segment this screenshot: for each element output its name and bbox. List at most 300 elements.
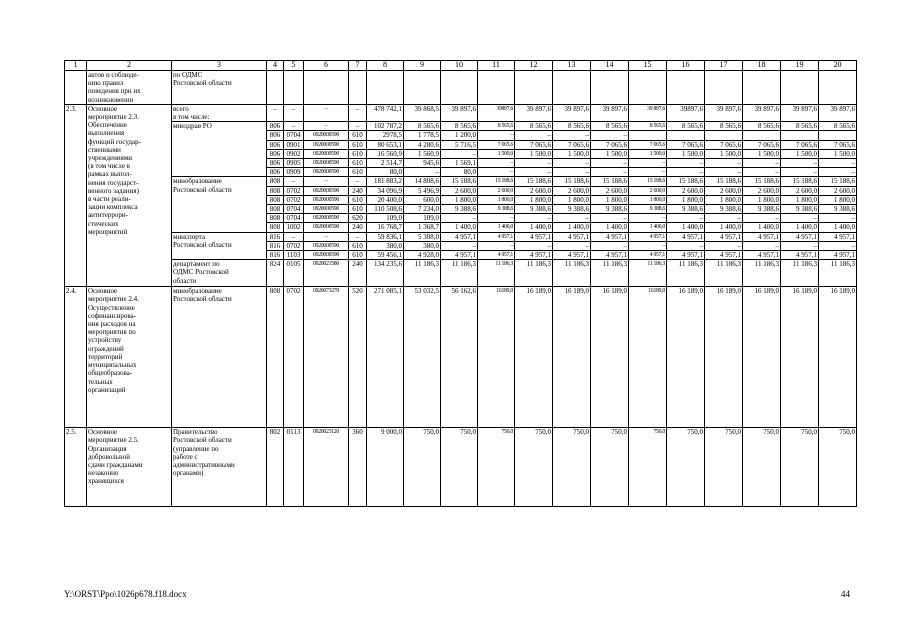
empty-cell bbox=[553, 71, 591, 105]
row-number: 2.4. bbox=[65, 287, 87, 428]
amount-col-8: 2 514,7 bbox=[367, 159, 404, 168]
grbs-code: 806 bbox=[267, 122, 284, 131]
amount-col-17: – bbox=[705, 241, 743, 250]
amount-col-9: 39 868,5 bbox=[404, 104, 441, 121]
amount-col-10: 11 186,3 bbox=[441, 260, 478, 287]
amount-col-11: 1 500,0 bbox=[478, 149, 515, 158]
amount-col-14: 9 388,6 bbox=[591, 205, 629, 214]
empty-cell bbox=[515, 71, 553, 105]
amount-col-8: 102 787,2 bbox=[367, 122, 404, 131]
amount-col-19: 1 400,0 bbox=[781, 223, 819, 232]
amount-col-12: 2 600,0 bbox=[515, 186, 553, 195]
amount-col-18: – bbox=[743, 159, 781, 168]
csr-code: 0920000590 bbox=[304, 131, 349, 140]
budget-table bbox=[64, 60, 857, 507]
amount-col-18: – bbox=[743, 241, 781, 250]
amount-col-18: 1 500,0 bbox=[743, 149, 781, 158]
grbs-code: 824 bbox=[267, 260, 284, 287]
amount-col-12: 11 186,3 bbox=[515, 260, 553, 287]
rzpr-code: 0909 bbox=[284, 168, 304, 177]
table-row bbox=[65, 428, 857, 507]
vr-code: 610 bbox=[349, 159, 367, 168]
amount-col-16: 1 400,0 bbox=[667, 223, 705, 232]
row-number: 2.5. bbox=[65, 428, 87, 507]
measure-name: Основное мероприятие 2.3. Обеспечение выполнения функций государ- ственными учреждениями (в том числе в рамках выпол- нения государст- венного задания) в части реали- зации комплекса антитеррори- стических мероприятий bbox=[87, 104, 172, 286]
amount-col-20: 750,0 bbox=[819, 428, 857, 507]
amount-col-10: 4 957,1 bbox=[441, 232, 478, 241]
measure-name: актов и соблюде- нию правил поведения при их возникновении bbox=[87, 71, 172, 105]
amount-col-8: 271 085,1 bbox=[367, 287, 404, 428]
grbs-code: 806 bbox=[267, 159, 284, 168]
amount-col-20: 39 897,6 bbox=[819, 104, 857, 121]
amount-col-20: 7 065,6 bbox=[819, 140, 857, 149]
rzpr-code: 0704 bbox=[284, 131, 304, 140]
amount-col-11: – bbox=[478, 214, 515, 223]
amount-col-12: – bbox=[515, 214, 553, 223]
amount-col-18: 2 600,0 bbox=[743, 186, 781, 195]
amount-col-19: 1 800,0 bbox=[781, 195, 819, 204]
vr-code: 610 bbox=[349, 168, 367, 177]
column-number-18: 18 bbox=[743, 61, 781, 71]
amount-col-13: 4 957,1 bbox=[553, 251, 591, 260]
amount-col-9: 7 234,0 bbox=[404, 205, 441, 214]
amount-col-16: – bbox=[667, 168, 705, 177]
amount-col-8: 2978,5 bbox=[367, 131, 404, 140]
executor: минобразование Ростовской области bbox=[172, 177, 267, 232]
amount-col-13: – bbox=[553, 241, 591, 250]
amount-col-13: 7 065,6 bbox=[553, 140, 591, 149]
amount-col-8: 380,0 bbox=[367, 241, 404, 250]
amount-col-8: 478 742,1 bbox=[367, 104, 404, 121]
amount-col-12: 4 957,1 bbox=[515, 251, 553, 260]
amount-col-16: 39897,6 bbox=[667, 104, 705, 121]
table-row bbox=[65, 260, 857, 287]
rzpr-code: 0105 bbox=[284, 260, 304, 287]
amount-col-19: 1 500,0 bbox=[781, 149, 819, 158]
amount-col-17: 8 565,6 bbox=[705, 122, 743, 131]
amount-col-10: 1 400,0 bbox=[441, 223, 478, 232]
csr-code: 0920023120 bbox=[304, 428, 349, 507]
amount-col-12: 1 800,0 bbox=[515, 195, 553, 204]
table-row bbox=[65, 287, 857, 428]
amount-col-8: 59 836,1 bbox=[367, 232, 404, 241]
empty-cell bbox=[629, 71, 667, 105]
amount-col-12: 9 388,6 bbox=[515, 205, 553, 214]
vr-code: – bbox=[349, 104, 367, 121]
amount-col-13: 9 388,6 bbox=[553, 205, 591, 214]
amount-col-19: – bbox=[781, 159, 819, 168]
amount-col-16: – bbox=[667, 241, 705, 250]
amount-col-12: 15 188,6 bbox=[515, 177, 553, 186]
vr-code: 240 bbox=[349, 186, 367, 195]
column-number-4: 4 bbox=[267, 61, 284, 71]
amount-col-10: 1 200,0 bbox=[441, 131, 478, 140]
footer-file-path: Y:\ORST\Ppo\1026p678.f18.docx bbox=[64, 589, 187, 599]
csr-code: 0920000590 bbox=[304, 168, 349, 177]
amount-col-12: 7 065,6 bbox=[515, 140, 553, 149]
empty-cell bbox=[284, 71, 304, 105]
amount-col-18: 16 189,0 bbox=[743, 287, 781, 428]
column-number-11: 11 bbox=[478, 61, 515, 71]
amount-col-13: 15 188,6 bbox=[553, 177, 591, 186]
amount-col-11: 1 400,0 bbox=[478, 223, 515, 232]
amount-col-17: 7 065,6 bbox=[705, 140, 743, 149]
empty-cell bbox=[819, 71, 857, 105]
amount-col-8: 109,0 bbox=[367, 214, 404, 223]
amount-col-14: 16 189,0 bbox=[591, 287, 629, 428]
amount-col-14: 2 600,0 bbox=[591, 186, 629, 195]
measure-name: Основное мероприятие 2.5. Организация добровольной сдачи гражданами незаконно хранящихся bbox=[87, 428, 172, 507]
amount-col-15: 1 400,0 bbox=[629, 223, 667, 232]
column-number-19: 19 bbox=[781, 61, 819, 71]
amount-col-8: 20 400,0 bbox=[367, 195, 404, 204]
amount-col-20: – bbox=[819, 241, 857, 250]
amount-col-13: 1 800,0 bbox=[553, 195, 591, 204]
amount-col-20: – bbox=[819, 214, 857, 223]
amount-col-15: – bbox=[629, 214, 667, 223]
amount-col-19: 4 957,1 bbox=[781, 251, 819, 260]
csr-code: 0920000590 bbox=[304, 241, 349, 250]
amount-col-17: 1 800,0 bbox=[705, 195, 743, 204]
amount-col-8: 34 096,9 bbox=[367, 186, 404, 195]
amount-col-9: 109,0 bbox=[404, 214, 441, 223]
vr-code: – bbox=[349, 177, 367, 186]
amount-col-15: – bbox=[629, 168, 667, 177]
empty-cell bbox=[349, 71, 367, 105]
amount-col-10: 39 897,6 bbox=[441, 104, 478, 121]
amount-col-9: 4 280,6 bbox=[404, 140, 441, 149]
amount-col-16: 1 800,0 bbox=[667, 195, 705, 204]
amount-col-20: 9 388,6 bbox=[819, 205, 857, 214]
rzpr-code: 0901 bbox=[284, 140, 304, 149]
amount-col-17: 750,0 bbox=[705, 428, 743, 507]
amount-col-16: 7 065,6 bbox=[667, 140, 705, 149]
grbs-code: 816 bbox=[267, 232, 284, 241]
column-number-20: 20 bbox=[819, 61, 857, 71]
column-number-1: 1 bbox=[65, 61, 87, 71]
column-number-3: 3 bbox=[172, 61, 267, 71]
csr-code: 0920000590 bbox=[304, 223, 349, 232]
vr-code: – bbox=[349, 122, 367, 131]
amount-col-9: 750,0 bbox=[404, 428, 441, 507]
grbs-code: 816 bbox=[267, 251, 284, 260]
rzpr-code: 0905 bbox=[284, 159, 304, 168]
amount-col-12: 39 897,6 bbox=[515, 104, 553, 121]
csr-code: 0920000590 bbox=[304, 214, 349, 223]
column-number-row bbox=[65, 61, 857, 71]
amount-col-16: 1 500,0 bbox=[667, 149, 705, 158]
amount-col-17: 15 188,6 bbox=[705, 177, 743, 186]
amount-col-11: 9 388,6 bbox=[478, 205, 515, 214]
csr-code: – bbox=[304, 122, 349, 131]
amount-col-10: 1 800,0 bbox=[441, 195, 478, 204]
executor: минздрав РО bbox=[172, 122, 267, 177]
amount-col-17: – bbox=[705, 214, 743, 223]
grbs-code: 816 bbox=[267, 241, 284, 250]
empty-cell bbox=[267, 71, 284, 105]
amount-col-12: 8 565,6 bbox=[515, 122, 553, 131]
column-number-15: 15 bbox=[629, 61, 667, 71]
amount-col-18: 4 957,1 bbox=[743, 251, 781, 260]
amount-col-20: 4 957,1 bbox=[819, 232, 857, 241]
grbs-code: 806 bbox=[267, 168, 284, 177]
empty-cell bbox=[591, 71, 629, 105]
amount-col-13: – bbox=[553, 214, 591, 223]
grbs-code: 806 bbox=[267, 149, 284, 158]
csr-code: 0920000590 bbox=[304, 149, 349, 158]
amount-col-15: 4 957,1 bbox=[629, 232, 667, 241]
amount-col-10: 1 569,1 bbox=[441, 159, 478, 168]
amount-col-17: 4 957,1 bbox=[705, 232, 743, 241]
amount-col-15: – bbox=[629, 241, 667, 250]
column-number-16: 16 bbox=[667, 61, 705, 71]
amount-col-19: – bbox=[781, 168, 819, 177]
amount-col-13: 16 189,0 bbox=[553, 287, 591, 428]
csr-code: 0920021580 bbox=[304, 260, 349, 287]
amount-col-9: – bbox=[404, 168, 441, 177]
executor: по ОДМС Ростовской области bbox=[172, 71, 267, 105]
amount-col-13: 39 897,6 bbox=[553, 104, 591, 121]
amount-col-11: 2 600,0 bbox=[478, 186, 515, 195]
amount-col-16: 4 957,1 bbox=[667, 251, 705, 260]
grbs-code: 808 bbox=[267, 205, 284, 214]
amount-col-19: 7 065,6 bbox=[781, 140, 819, 149]
empty-cell bbox=[404, 71, 441, 105]
amount-col-13: 750,0 bbox=[553, 428, 591, 507]
vr-code: 610 bbox=[349, 195, 367, 204]
grbs-code: 808 bbox=[267, 214, 284, 223]
amount-col-20: 4 957,1 bbox=[819, 251, 857, 260]
amount-col-15: 11 186,3 bbox=[629, 260, 667, 287]
amount-col-10: – bbox=[441, 214, 478, 223]
executor: Правительство Ростовской области (управление по работе с административными органами) bbox=[172, 428, 267, 507]
vr-code: 610 bbox=[349, 149, 367, 158]
amount-col-14: 4 957,1 bbox=[591, 232, 629, 241]
amount-col-8: 80,0 bbox=[367, 168, 404, 177]
amount-col-13: 11 186,3 bbox=[553, 260, 591, 287]
amount-col-17: 9 388,6 bbox=[705, 205, 743, 214]
amount-col-20: 11 186,3 bbox=[819, 260, 857, 287]
amount-col-19: 4 957,1 bbox=[781, 232, 819, 241]
amount-col-9: 1 368,7 bbox=[404, 223, 441, 232]
amount-col-19: – bbox=[781, 241, 819, 250]
rzpr-code: 1103 bbox=[284, 251, 304, 260]
amount-col-14: 4 957,1 bbox=[591, 251, 629, 260]
amount-col-14: 1 500,0 bbox=[591, 149, 629, 158]
amount-col-18 bbox=[743, 131, 781, 140]
continuation-row bbox=[65, 71, 857, 105]
amount-col-12: – bbox=[515, 241, 553, 250]
vr-code: 240 bbox=[349, 260, 367, 287]
amount-col-9: 4 928,0 bbox=[404, 251, 441, 260]
amount-col-8: 16 768,7 bbox=[367, 223, 404, 232]
amount-col-15: 7 065,6 bbox=[629, 140, 667, 149]
amount-col-20 bbox=[819, 131, 857, 140]
page-number: 44 bbox=[841, 589, 850, 599]
amount-col-14: – bbox=[591, 241, 629, 250]
amount-col-8: 110 508,6 bbox=[367, 205, 404, 214]
vr-code: 620 bbox=[349, 214, 367, 223]
amount-col-14: 8 565,6 bbox=[591, 122, 629, 131]
vr-code: – bbox=[349, 232, 367, 241]
amount-col-12: – bbox=[515, 159, 553, 168]
amount-col-15: 4 957,1 bbox=[629, 251, 667, 260]
csr-code: 0920000590 bbox=[304, 186, 349, 195]
amount-col-18: – bbox=[743, 214, 781, 223]
rzpr-code: – bbox=[284, 104, 304, 121]
rzpr-code: 0704 bbox=[284, 205, 304, 214]
amount-col-9: 1 778,5 bbox=[404, 131, 441, 140]
table-row bbox=[65, 232, 857, 241]
amount-col-16: 16 189,0 bbox=[667, 287, 705, 428]
amount-col-16: 9 388,6 bbox=[667, 205, 705, 214]
amount-col-20: 1 800,0 bbox=[819, 195, 857, 204]
amount-col-18: 7 065,6 bbox=[743, 140, 781, 149]
amount-col-16 bbox=[667, 131, 705, 140]
amount-col-10: 56 162,6 bbox=[441, 287, 478, 428]
amount-col-9: 14 808,6 bbox=[404, 177, 441, 186]
amount-col-11: 4 957,1 bbox=[478, 232, 515, 241]
amount-col-17: – bbox=[705, 168, 743, 177]
amount-col-20: 2 600,0 bbox=[819, 186, 857, 195]
vr-code: 360 bbox=[349, 428, 367, 507]
empty-cell bbox=[781, 71, 819, 105]
amount-col-17: 2 600,0 bbox=[705, 186, 743, 195]
amount-col-9: 5 496,9 bbox=[404, 186, 441, 195]
amount-col-14: – bbox=[591, 159, 629, 168]
empty-cell bbox=[304, 71, 349, 105]
vr-code: 610 bbox=[349, 140, 367, 149]
amount-col-17: – bbox=[705, 159, 743, 168]
amount-col-14: – bbox=[591, 131, 629, 140]
grbs-code: 808 bbox=[267, 186, 284, 195]
csr-code: 0920073270 bbox=[304, 287, 349, 428]
amount-col-19: 11 186,3 bbox=[781, 260, 819, 287]
amount-col-19: 16 189,0 bbox=[781, 287, 819, 428]
table-row bbox=[65, 122, 857, 131]
measure-name: Основное мероприятие 2.4. Осуществление софинансирова- ния расходов на мероприятия по устройству ограждений территорий муниципальных общеобразова- тельных организаций bbox=[87, 287, 172, 428]
amount-col-14: 1 800,0 bbox=[591, 195, 629, 204]
vr-code: 610 bbox=[349, 131, 367, 140]
amount-col-20: – bbox=[819, 159, 857, 168]
amount-col-10: 8 565,6 bbox=[441, 122, 478, 131]
amount-col-19: 8 565,6 bbox=[781, 122, 819, 131]
empty-cell bbox=[367, 71, 404, 105]
empty-cell bbox=[743, 71, 781, 105]
amount-col-19: 750,0 bbox=[781, 428, 819, 507]
grbs-code: 808 bbox=[267, 195, 284, 204]
grbs-code: – bbox=[267, 104, 284, 121]
csr-code: 0920000590 bbox=[304, 205, 349, 214]
amount-col-13: 4 957,1 bbox=[553, 232, 591, 241]
amount-col-11: 11 186,3 bbox=[478, 260, 515, 287]
executor: всего в том числе: bbox=[172, 104, 267, 121]
grbs-code: 808 bbox=[267, 177, 284, 186]
amount-col-16: 8 565,6 bbox=[667, 122, 705, 131]
empty-cell bbox=[478, 71, 515, 105]
executor: минспорта Ростовской области bbox=[172, 232, 267, 260]
amount-col-17: 1 500,0 bbox=[705, 149, 743, 158]
amount-col-11: 1 800,0 bbox=[478, 195, 515, 204]
column-number-8: 8 bbox=[367, 61, 404, 71]
amount-col-15: 750,0 bbox=[629, 428, 667, 507]
amount-col-16: – bbox=[667, 214, 705, 223]
rzpr-code: 0702 bbox=[284, 241, 304, 250]
amount-col-11: 39897,6 bbox=[478, 104, 515, 121]
amount-col-20: 1 400,0 bbox=[819, 223, 857, 232]
amount-col-8: 134 235,6 bbox=[367, 260, 404, 287]
rzpr-code: 0702 bbox=[284, 186, 304, 195]
table-row bbox=[65, 104, 857, 121]
amount-col-19: – bbox=[781, 214, 819, 223]
rzpr-code: 0902 bbox=[284, 149, 304, 158]
column-number-13: 13 bbox=[553, 61, 591, 71]
amount-col-18: 1 800,0 bbox=[743, 195, 781, 204]
amount-col-18: 9 388,6 bbox=[743, 205, 781, 214]
amount-col-11: – bbox=[478, 159, 515, 168]
amount-col-11: 750,0 bbox=[478, 428, 515, 507]
amount-col-11: 15 188,6 bbox=[478, 177, 515, 186]
amount-col-14: 750,0 bbox=[591, 428, 629, 507]
amount-col-12: – bbox=[515, 131, 553, 140]
amount-col-19: 39 897,6 bbox=[781, 104, 819, 121]
amount-col-8: 16 560,9 bbox=[367, 149, 404, 158]
amount-col-18: 15 188,6 bbox=[743, 177, 781, 186]
amount-col-17: 39 897,6 bbox=[705, 104, 743, 121]
amount-col-13: – bbox=[553, 131, 591, 140]
amount-col-15: – bbox=[629, 159, 667, 168]
amount-col-9: 11 186,3 bbox=[404, 260, 441, 287]
rzpr-code: – bbox=[284, 177, 304, 186]
amount-col-15 bbox=[629, 131, 667, 140]
rzpr-code: 0702 bbox=[284, 195, 304, 204]
amount-col-15: 15 188,6 bbox=[629, 177, 667, 186]
amount-col-20: 1 500,0 bbox=[819, 149, 857, 158]
amount-col-18: 8 565,6 bbox=[743, 122, 781, 131]
amount-col-12: 16 189,0 bbox=[515, 287, 553, 428]
rzpr-code: 0702 bbox=[284, 287, 304, 428]
amount-col-10: 4 957,1 bbox=[441, 251, 478, 260]
amount-col-13: – bbox=[553, 168, 591, 177]
amount-col-13: 8 565,6 bbox=[553, 122, 591, 131]
vr-code: 610 bbox=[349, 251, 367, 260]
grbs-code: 806 bbox=[267, 131, 284, 140]
amount-col-15: 39 897,6 bbox=[629, 104, 667, 121]
amount-col-15: 2 600,0 bbox=[629, 186, 667, 195]
grbs-code: 806 bbox=[267, 140, 284, 149]
amount-col-11: – bbox=[478, 241, 515, 250]
amount-col-8: 181 883,2 bbox=[367, 177, 404, 186]
empty-cell bbox=[705, 71, 743, 105]
amount-col-19: 2 600,0 bbox=[781, 186, 819, 195]
amount-col-14: – bbox=[591, 168, 629, 177]
vr-code: 610 bbox=[349, 241, 367, 250]
amount-col-19: 15 188,6 bbox=[781, 177, 819, 186]
amount-col-15: 1 800,0 bbox=[629, 195, 667, 204]
rzpr-code: 0704 bbox=[284, 214, 304, 223]
amount-col-10: 80,0 bbox=[441, 168, 478, 177]
amount-col-10: 750,0 bbox=[441, 428, 478, 507]
amount-col-9: 53 032,5 bbox=[404, 287, 441, 428]
amount-col-12: 1 400,0 bbox=[515, 223, 553, 232]
csr-code: 0920000590 bbox=[304, 195, 349, 204]
amount-col-15: 8 565,6 bbox=[629, 122, 667, 131]
amount-col-12: – bbox=[515, 168, 553, 177]
amount-col-11: – bbox=[478, 168, 515, 177]
amount-col-15: 16189,0 bbox=[629, 287, 667, 428]
rzpr-code: 1002 bbox=[284, 223, 304, 232]
amount-col-13: 1 400,0 bbox=[553, 223, 591, 232]
